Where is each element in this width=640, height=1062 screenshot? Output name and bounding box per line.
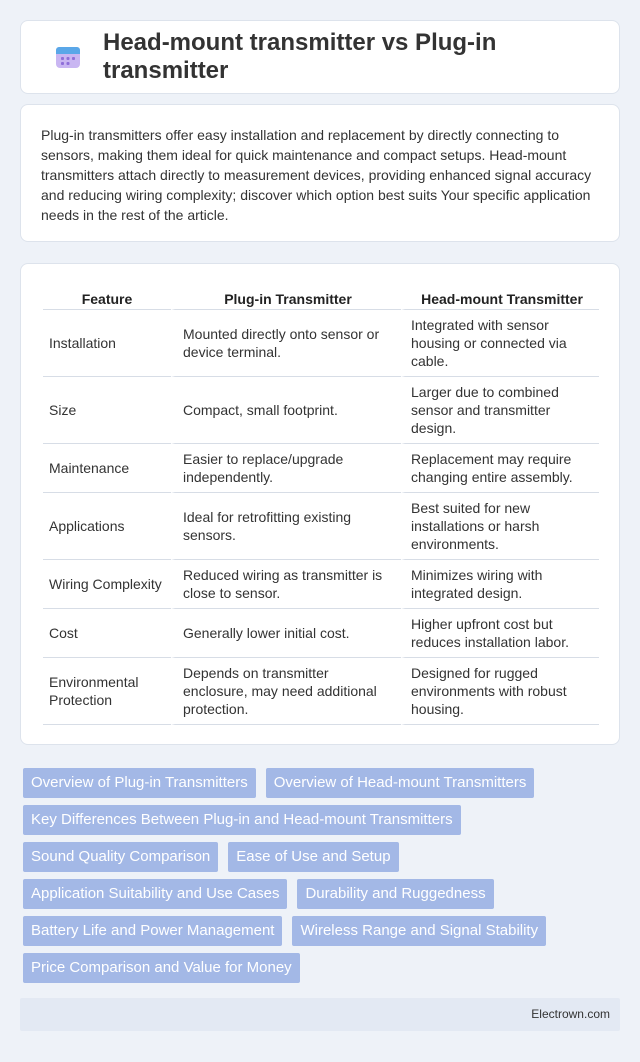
table-cell: Best suited for new installations or harsh environments. [401,493,599,560]
topic-tag-head-mount-overview[interactable]: Overview of Head-mount Transmitters [266,768,535,798]
tag-row [20,953,620,983]
table-cell: Reduced wiring as transmitter is close to sensor. [171,560,401,609]
table-cell: Cost [43,609,171,658]
topic-tag-plug-in-overview[interactable]: Overview of Plug-in Transmitters [23,768,256,798]
table-cell: Environmental Protection [43,658,171,725]
footer-site-link[interactable]: Electrown.com [531,1007,610,1021]
table-row [43,658,599,725]
tag-row [20,805,620,835]
table-cell: Ideal for retrofitting existing sensors. [171,493,401,560]
table-cell: Generally lower initial cost. [171,609,401,658]
table-row [43,444,599,493]
table-cell: Easier to replace/upgrade independently. [171,444,401,493]
table-cell: Depends on transmitter enclosure, may need additional protection. [171,658,401,725]
header-card [20,20,620,94]
related-topics [20,768,620,990]
tag-row [20,916,620,946]
topic-tag-key-differences[interactable]: Key Differences Between Plug-in and Head-mount Transmitters [23,805,461,835]
topic-tag-battery-life[interactable]: Battery Life and Power Management [23,916,282,946]
calendar-icon [53,42,83,72]
table-cell: Compact, small footprint. [171,377,401,444]
intro-text: Plug-in transmitters offer easy installation and replacement by directly connecting to sensors, making them ideal for quick maintenance and compact setups. Head-mount transmitters attach directly to measurement devices, providing enhanced signal accuracy and reducing wiring complexity; discover which option best suits Your specific application needs in the rest of the article. [41,127,592,223]
tag-row [20,879,620,909]
table-cell: Higher upfront cost but reduces installation labor. [401,609,599,658]
topic-tag-applications[interactable]: Application Suitability and Use Cases [23,879,287,909]
comparison-table [43,284,599,725]
topic-tag-ease-of-use[interactable]: Ease of Use and Setup [228,842,398,872]
table-row [43,560,599,609]
table-cell: Larger due to combined sensor and transmitter design. [401,377,599,444]
table-cell: Installation [43,310,171,377]
table-row [43,493,599,560]
tag-row [20,768,620,798]
table-cell: Integrated with sensor housing or connected via cable. [401,310,599,377]
table-row [43,310,599,377]
header-head-mount: Head-mount Transmitter [401,284,599,310]
tag-row [20,842,620,872]
topic-tag-wireless-range[interactable]: Wireless Range and Signal Stability [292,916,546,946]
table-cell: Designed for rugged environments with robust housing. [401,658,599,725]
table-cell: Mounted directly onto sensor or device terminal. [171,310,401,377]
table-cell: Maintenance [43,444,171,493]
table-cell: Wiring Complexity [43,560,171,609]
comparison-card [20,263,620,745]
table-cell: Size [43,377,171,444]
table-row [43,377,599,444]
intro-card [20,104,620,242]
topic-tag-sound-quality[interactable]: Sound Quality Comparison [23,842,218,872]
header-feature: Feature [43,284,171,310]
header-plug-in: Plug-in Transmitter [171,284,401,310]
footer [20,998,620,1031]
topic-tag-durability[interactable]: Durability and Ruggedness [297,879,493,909]
table-cell: Replacement may require changing entire assembly. [401,444,599,493]
table-cell: Applications [43,493,171,560]
table-row [43,609,599,658]
page-title: Head-mount transmitter vs Plug-in transmitter [103,29,497,84]
table-cell: Minimizes wiring with integrated design. [401,560,599,609]
table-header-row [43,284,599,310]
topic-tag-price-comparison[interactable]: Price Comparison and Value for Money [23,953,300,983]
